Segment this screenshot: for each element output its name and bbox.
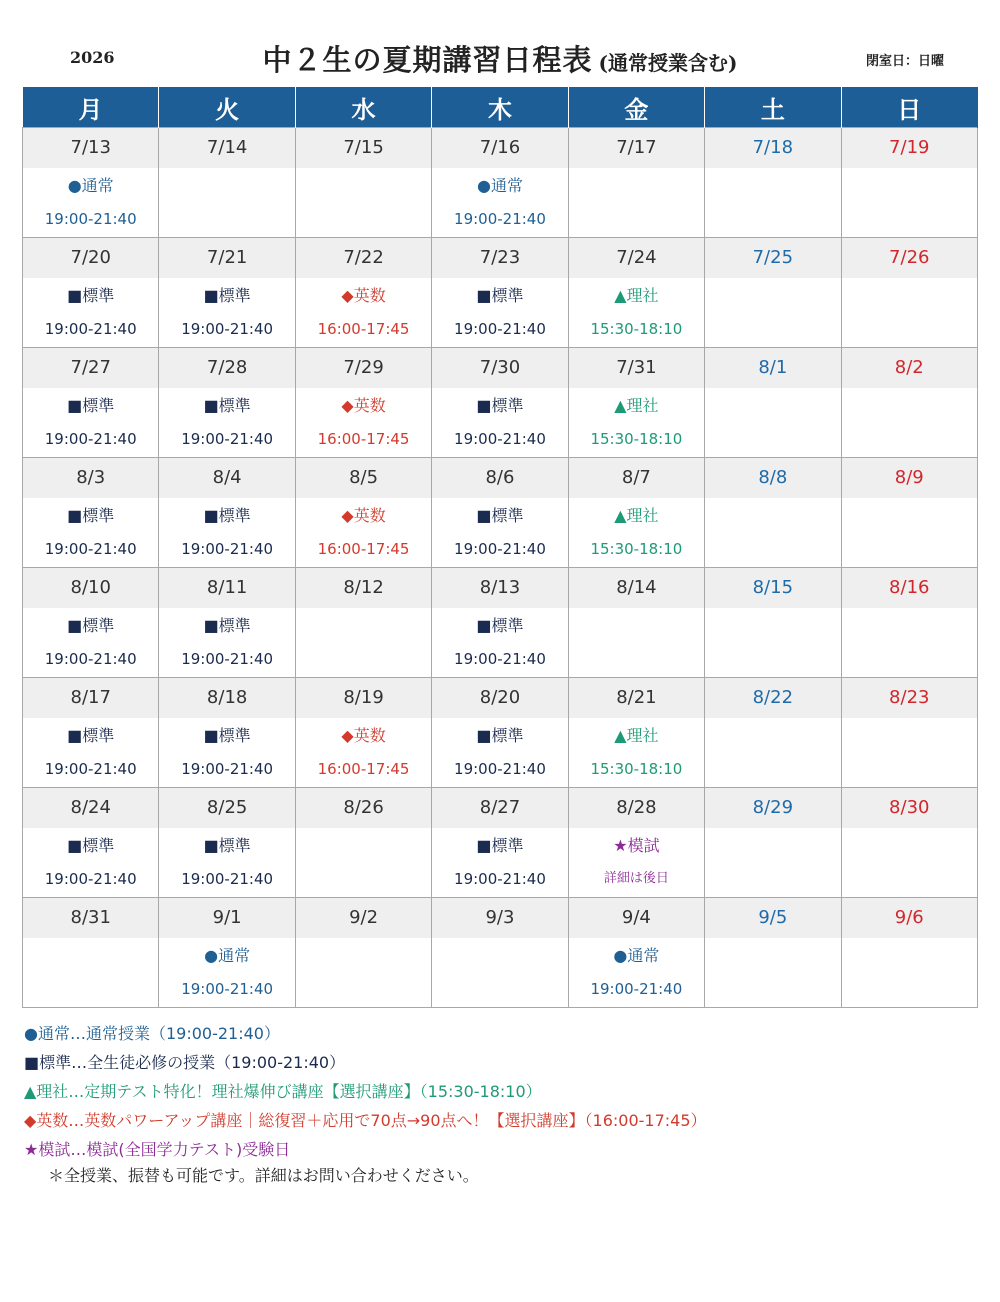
day-cell [159,788,295,898]
legend-tsujo: ●通常…通常授業（19:00-21:40） [24,1024,280,1043]
day-date: 8/19 [296,678,431,718]
day-cell [705,458,841,568]
day-date: 8/12 [296,568,431,608]
day-date: 8/25 [159,788,294,828]
day-cell [23,568,159,678]
class-time: 19:00-21:40 [454,210,546,228]
class-time: 19:00-21:40 [454,650,546,668]
class-label: ■標準 [67,726,115,745]
day-date: 7/22 [296,238,431,278]
day-date: 9/3 [432,898,567,938]
class-label: ★模試 [613,836,660,855]
day-date: 7/19 [842,128,977,168]
day-cell [432,238,568,348]
day-cell [841,348,977,458]
day-date: 9/1 [159,898,294,938]
day-cell [295,348,431,458]
class-time: 19:00-21:40 [44,430,137,448]
day-date: 7/15 [296,128,431,168]
class-time: 19:00-21:40 [454,320,546,338]
day-date: 9/6 [842,898,977,938]
class-time: 19:00-21:40 [454,760,546,778]
weekday-sun: 日 [841,87,977,128]
day-date: 9/4 [569,898,704,938]
class-label: ▲理社 [614,506,659,525]
day-cell [23,458,159,568]
day-cell [568,128,704,238]
class-time: 19:00-21:40 [44,210,137,228]
day-date: 9/2 [296,898,431,938]
class-label: ■標準 [203,616,251,635]
day-date: 8/15 [705,568,840,608]
day-date: 8/30 [842,788,977,828]
day-date: 8/4 [159,458,294,498]
class-label: ■標準 [67,286,115,305]
class-label: ■標準 [476,726,524,745]
day-cell [568,568,704,678]
weekday-header-row [23,87,978,128]
day-cell [705,898,841,1008]
day-date: 7/24 [569,238,704,278]
class-label: ●通常 [476,176,523,195]
class-time: 19:00-21:40 [44,650,137,668]
day-date: 8/17 [23,678,158,718]
class-time: 19:00-21:40 [181,760,274,778]
day-cell [23,238,159,348]
day-cell [841,128,977,238]
day-date: 8/9 [842,458,977,498]
week-row [23,898,978,1008]
legend-eisu: ◆英数…英数パワーアップ講座｜総復習＋応用で70点→90点へ！【選択講座】（16:00-17:45） [24,1111,707,1130]
day-date: 7/21 [159,238,294,278]
day-date: 9/5 [705,898,840,938]
day-date: 8/6 [432,458,567,498]
day-date: 8/7 [569,458,704,498]
class-time: 19:00-21:40 [181,650,274,668]
day-cell [705,678,841,788]
week-row [23,678,978,788]
day-date: 8/26 [296,788,431,828]
class-label: ■標準 [67,616,115,635]
day-date: 8/16 [842,568,977,608]
day-date: 7/26 [842,238,977,278]
day-date: 8/24 [23,788,158,828]
day-cell [841,238,977,348]
week-row [23,568,978,678]
day-date: 7/30 [432,348,567,388]
class-label: ◆英数 [341,726,386,745]
day-date: 8/22 [705,678,840,718]
day-cell [568,788,704,898]
day-date: 8/23 [842,678,977,718]
day-date: 7/25 [705,238,840,278]
day-date: 8/29 [705,788,840,828]
day-cell [159,348,295,458]
class-time: 16:00-17:45 [317,430,410,448]
legend-moshi: ★模試…模試(全国学力テスト)受験日 [24,1140,291,1159]
day-cell [841,788,977,898]
class-label: ▲理社 [614,286,659,305]
day-cell [568,348,704,458]
day-cell [159,238,295,348]
day-date: 8/2 [842,348,977,388]
class-label: ◆英数 [341,506,386,525]
weekday-mon: 月 [23,87,159,128]
class-time: 16:00-17:45 [317,320,410,338]
day-cell [432,128,568,238]
day-cell [159,458,295,568]
class-label: ●通常 [613,946,660,965]
day-cell [568,898,704,1008]
title-subtitle: (通常授業含む) [598,51,738,75]
day-cell [23,348,159,458]
day-cell [432,458,568,568]
class-label: ■標準 [203,506,251,525]
day-date: 8/14 [569,568,704,608]
class-time: 19:00-21:40 [181,540,274,558]
day-cell [159,678,295,788]
day-date: 7/23 [432,238,567,278]
day-cell [23,128,159,238]
class-time: 詳細は後日 [603,871,669,886]
day-cell [159,568,295,678]
legend-risha: ▲理社…定期テスト特化！理社爆伸び講座【選択講座】（15:30-18:10） [24,1082,542,1101]
class-time: 15:30-18:10 [590,760,683,778]
class-time: 19:00-21:40 [44,540,137,558]
class-time: 19:00-21:40 [181,980,274,998]
day-cell [432,348,568,458]
class-time: 19:00-21:40 [454,870,546,888]
day-cell [705,238,841,348]
day-date: 8/21 [569,678,704,718]
class-time: 19:00-21:40 [44,870,137,888]
year: 2026 [70,48,115,67]
class-label: ■標準 [203,836,251,855]
week-row [23,128,978,238]
closed-day-note: 閉室日：日曜 [866,54,945,69]
day-cell [568,458,704,568]
day-date: 7/14 [159,128,294,168]
day-date: 7/20 [23,238,158,278]
day-cell [432,678,568,788]
day-date: 7/17 [569,128,704,168]
weekday-fri: 金 [568,87,704,128]
class-label: ■標準 [67,506,115,525]
weekday-tue: 火 [159,87,295,128]
day-cell [841,678,977,788]
class-label: ■標準 [203,726,251,745]
week-row [23,788,978,898]
day-cell [841,458,977,568]
day-date: 8/20 [432,678,567,718]
day-date: 8/5 [296,458,431,498]
class-time: 15:30-18:10 [590,320,683,338]
class-label: ■標準 [476,286,524,305]
day-cell [295,458,431,568]
day-cell [841,568,977,678]
day-cell [568,238,704,348]
class-label: ◆英数 [341,396,386,415]
weekday-thu: 木 [432,87,568,128]
day-cell [432,788,568,898]
day-cell [295,788,431,898]
day-cell [295,128,431,238]
day-date: 8/31 [23,898,158,938]
day-date: 8/27 [432,788,567,828]
week-row [23,458,978,568]
day-cell [159,898,295,1008]
day-cell [705,788,841,898]
day-date: 7/16 [432,128,567,168]
class-time: 19:00-21:40 [181,870,274,888]
day-cell [23,898,159,1008]
day-date: 8/1 [705,348,840,388]
calendar-body [23,128,978,1008]
day-cell [159,128,295,238]
week-row [23,238,978,348]
day-date: 7/27 [23,348,158,388]
day-cell [23,788,159,898]
class-label: ■標準 [476,836,524,855]
weekday-wed: 水 [295,87,431,128]
class-time: 15:30-18:10 [590,540,683,558]
day-date: 7/28 [159,348,294,388]
title-main: 中２生の夏期講習日程表 [262,43,593,77]
day-cell [295,568,431,678]
day-cell [295,678,431,788]
day-cell [841,898,977,1008]
class-time: 19:00-21:40 [44,760,137,778]
footnote: ＊全授業、振替も可能です。詳細はお問い合わせください。 [48,1166,479,1185]
day-date: 8/13 [432,568,567,608]
day-date: 8/11 [159,568,294,608]
day-date: 7/31 [569,348,704,388]
class-time: 16:00-17:45 [317,540,410,558]
class-time: 16:00-17:45 [317,760,410,778]
legend-hyojun: ■標準…全生徒必修の授業（19:00-21:40） [24,1053,346,1072]
day-date: 8/18 [159,678,294,718]
day-cell [705,348,841,458]
class-time: 19:00-21:40 [181,320,274,338]
class-time: 15:30-18:10 [590,430,683,448]
day-cell [705,128,841,238]
day-cell [705,568,841,678]
day-date: 8/3 [23,458,158,498]
weekday-sat: 土 [705,87,841,128]
class-label: ▲理社 [614,396,659,415]
class-label: ▲理社 [614,726,659,745]
day-date: 7/29 [296,348,431,388]
day-date: 8/8 [705,458,840,498]
class-label: ■標準 [476,506,524,525]
class-time: 19:00-21:40 [590,980,683,998]
class-label: ■標準 [203,286,251,305]
class-label: ●通常 [67,176,114,195]
day-cell [432,898,568,1008]
day-cell [295,238,431,348]
class-label: ◆英数 [341,286,386,305]
day-cell [23,678,159,788]
class-label: ■標準 [476,616,524,635]
week-row [23,348,978,458]
class-time: 19:00-21:40 [454,540,546,558]
schedule-calendar [22,87,978,1008]
class-time: 19:00-21:40 [454,430,546,448]
day-date: 8/10 [23,568,158,608]
page-title [0,38,1000,79]
class-label: ■標準 [67,396,115,415]
day-cell [568,678,704,788]
day-date: 7/13 [23,128,158,168]
class-time: 19:00-21:40 [44,320,137,338]
class-label: ■標準 [476,396,524,415]
day-date: 8/28 [569,788,704,828]
legend [24,1019,707,1164]
class-label: ■標準 [67,836,115,855]
class-label: ■標準 [203,396,251,415]
day-cell [432,568,568,678]
day-date: 7/18 [705,128,840,168]
class-time: 19:00-21:40 [181,430,274,448]
class-label: ●通常 [204,946,251,965]
day-cell [295,898,431,1008]
